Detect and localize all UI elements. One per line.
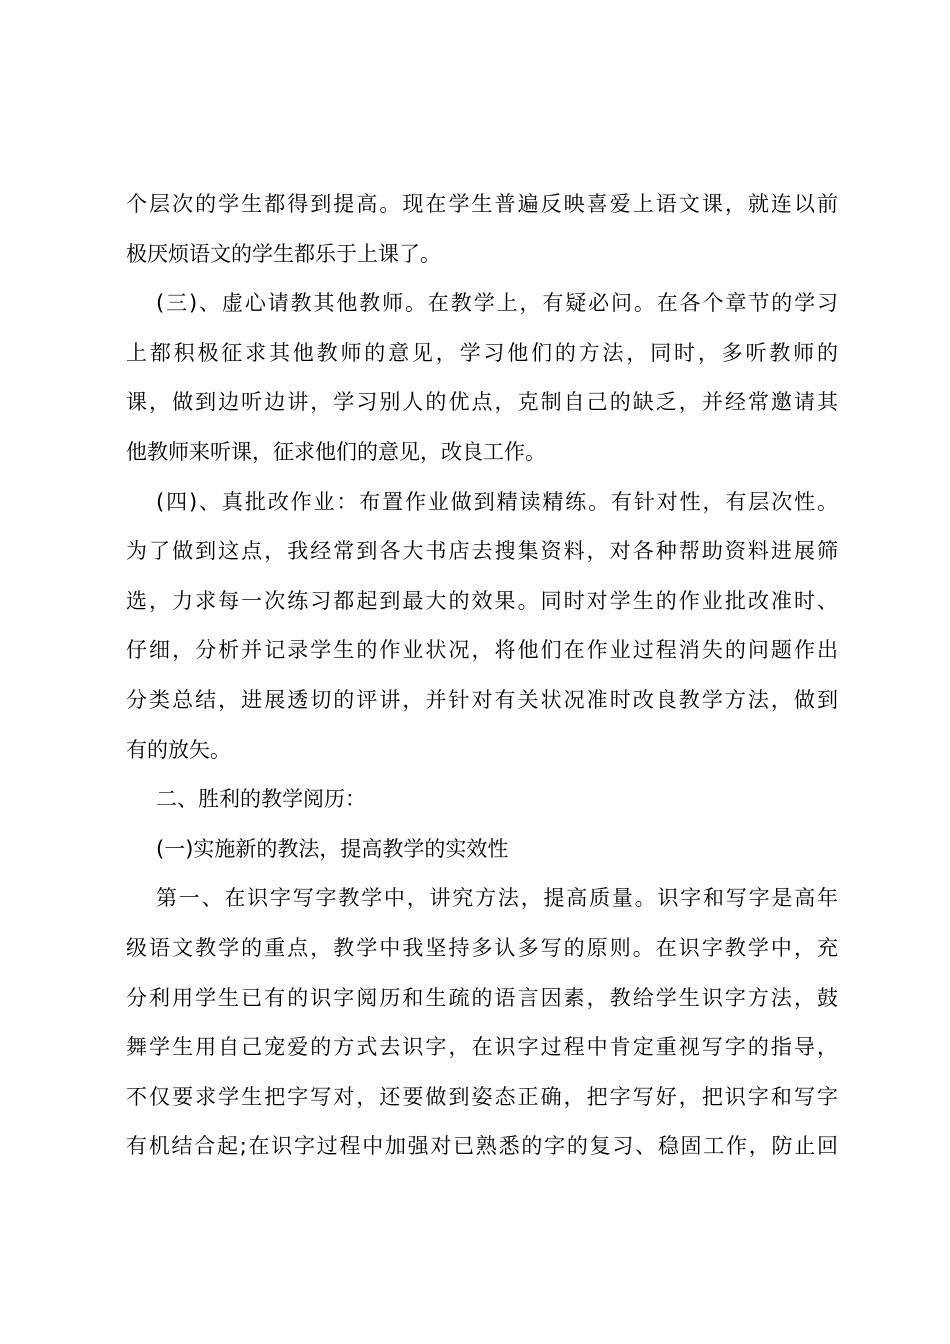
text-line: 为了做到这点，我经常到各大书店去搜集资料，对各种帮助资料进展筛 bbox=[126, 539, 838, 564]
text-line: (三)、虚心请教其他教师。在教学上，有疑必问。在各个章节的学习 bbox=[156, 291, 838, 316]
text-line: 有机结合起;在识字过程中加强对已熟悉的字的复习、稳固工作，防止回 bbox=[126, 1134, 838, 1159]
text-line: 课，做到边听边讲，学习别人的优点，克制自己的缺乏，并经常邀请其 bbox=[126, 390, 838, 415]
text-line: 有的放矢。 bbox=[126, 737, 231, 762]
text-line: 舞学生用自己宠爱的方式去识字，在识字过程中肯定重视写字的指导， bbox=[126, 1035, 838, 1060]
text-line: 极厌烦语文的学生都乐于上课了。 bbox=[126, 241, 441, 266]
subsection-heading: (一)实施新的教法，提高教学的实效性 bbox=[156, 836, 509, 861]
text-line: 选，力求每一次练习都起到最大的效果。同时对学生的作业批改准时、 bbox=[126, 588, 838, 613]
section-heading: 二、胜利的教学阅历： bbox=[156, 787, 366, 812]
text-line: 个层次的学生都得到提高。现在学生普遍反映喜爱上语文课，就连以前 bbox=[126, 192, 838, 216]
text-line: 仔细，分析并记录学生的作业状况，将他们在作业过程消失的问题作出 bbox=[126, 638, 838, 663]
text-line: 分利用学生已有的识字阅历和生疏的语言因素，教给学生识字方法，鼓 bbox=[126, 985, 838, 1010]
text-line: 上都积极征求其他教师的意见，学习他们的方法，同时，多听教师的 bbox=[126, 340, 838, 365]
text-line: 不仅要求学生把字写对，还要做到姿态正确，把字写好，把识字和写字 bbox=[126, 1084, 838, 1109]
body-text bbox=[126, 180, 838, 1172]
text-line: 分类总结，进展透切的评讲，并针对有关状况准时改良教学方法，做到 bbox=[126, 687, 838, 712]
text-line: 他教师来听课，征求他们的意见，改良工作。 bbox=[126, 439, 546, 464]
text-line: (四)、真批改作业：布置作业做到精读精练。有针对性，有层次性。 bbox=[156, 489, 838, 514]
text-line: 级语文教学的重点，教学中我坚持多认多写的原则。在识字教学中，充 bbox=[126, 935, 838, 960]
text-line: 第一、在识字写字教学中，讲究方法，提高质量。识字和写字是高年 bbox=[156, 886, 838, 911]
